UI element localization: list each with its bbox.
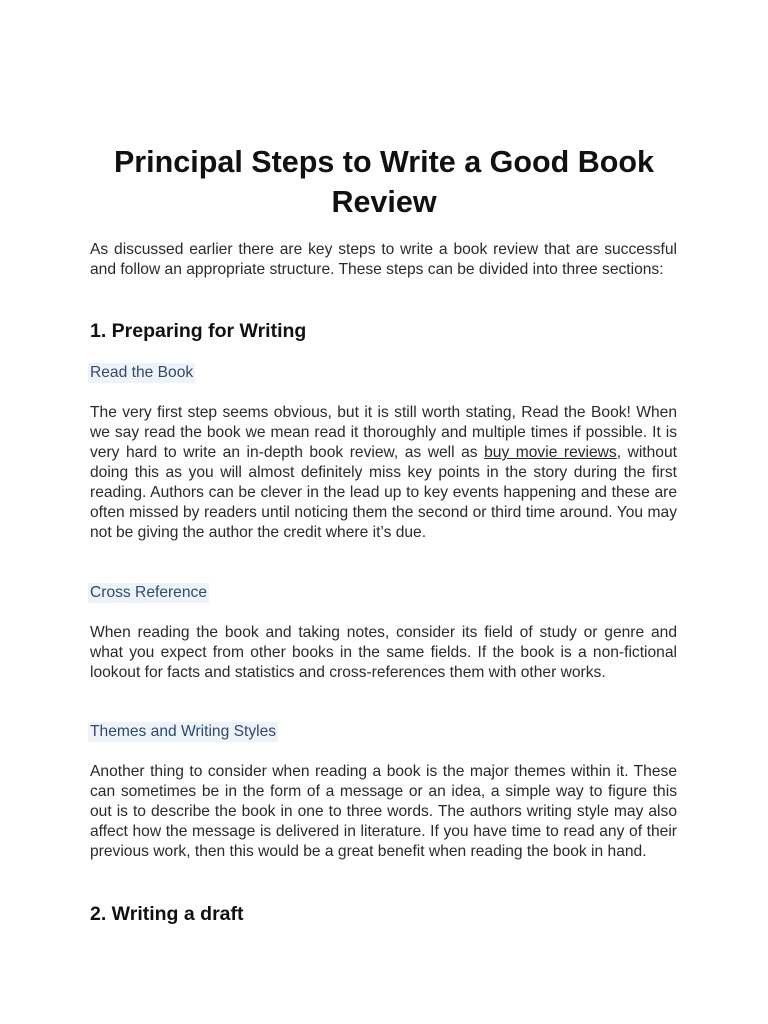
subheading-themes-writing-styles: Themes and Writing Styles [90,723,277,740]
intro-paragraph: As discussed earlier there are key steps to write a book review that are successful and follow an appropriate structure. These steps can be divided into three sections: [90,241,677,278]
page-title: Principal Steps to Write a Good Book Review [113,145,655,219]
buy-movie-reviews-link[interactable]: buy movie reviews [484,444,617,461]
read-book-text-end: , without doing this as you will almost definitely miss key points in the story during the first reading. Authors can be clever in the lead up to key events happening and these are often missed by readers until noticing them the second or third time around. You may not be giving the author the credit where it’s due. [90,444,677,541]
section-heading-writing-draft: 2. Writing a draft [90,903,244,925]
read-book-paragraph [90,403,677,543]
subheading-read-the-book: Read the Book [90,364,194,381]
section-heading-preparing: 1. Preparing for Writing [90,320,307,342]
themes-paragraph: Another thing to consider when reading a book is the major themes within it. These can sometimes be in the form of a message or an idea, a simple way to figure this out is to describe the book in one to three words. The authors writing style may also affect how the message is delivered in literature. If you have time to read any of their previous work, then this would be a great benefit when reading the book in hand. [90,763,677,860]
read-book-text-start: The very first step seems obvious, but it is still worth stating, Read the Book! When we say read the book we mean read it thoroughly and multiple times if possible. It is very hard to write an in-depth book review, as well as [90,404,677,461]
cross-reference-paragraph: When reading the book and taking notes, consider its field of study or genre and what you expect from other books in the same fields. If the book is a non-fictional lookout for facts and statistics and cross-references them with other works. [90,624,677,681]
subheading-cross-reference: Cross Reference [90,584,207,601]
